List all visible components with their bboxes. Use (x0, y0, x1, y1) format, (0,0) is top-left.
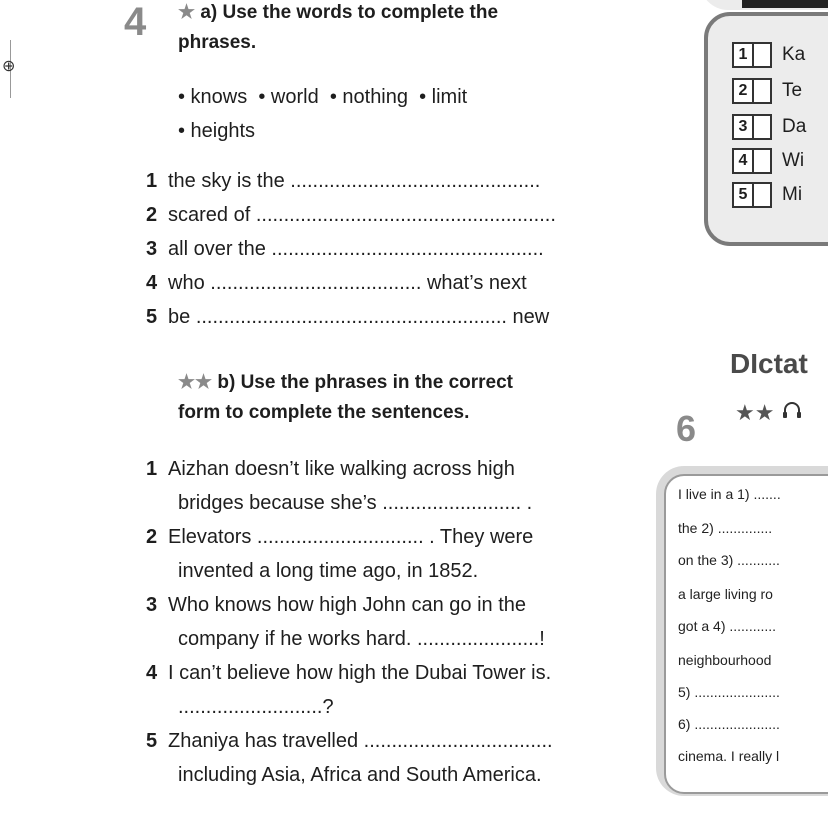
exercise-number: 6 (676, 408, 697, 449)
part-b-label: b) (217, 372, 236, 393)
part-a-label: a) (200, 2, 218, 23)
part-b-instruction (178, 368, 638, 428)
word-list-line2: • heights (178, 120, 256, 142)
right-panel-strip (742, 0, 828, 8)
sentence-item: 5 Zhaniya has travelled .................................. including Asia, Africa and South America. (146, 730, 553, 786)
part-a-instruction-line1: Use the words to complete the (222, 2, 499, 23)
dictation-line: I live in a 1) ....... (678, 486, 781, 502)
headphones-icon (781, 400, 803, 428)
dictation-line: got a 4) ............ (678, 618, 777, 634)
part-a-instruction (178, 0, 618, 58)
sentence-item: 3 Who knows how high John can go in the company if he works hard. ......................! (146, 594, 545, 650)
dictation-line: on the 3) ........... (678, 552, 780, 568)
part-b-sentences (146, 452, 636, 792)
list-item: 4 who ...................................... what’s next (146, 272, 527, 294)
stars-icon: ★★ (178, 372, 213, 393)
sentence-item: 1 Aizhan doesn’t like walking across high bridges because she’s ......................... . (146, 458, 533, 514)
sentence-item: 4 I can’t believe how high the Dubai Tower is. ..........................? (146, 662, 552, 718)
part-a-instruction-line2: phrases. (178, 32, 257, 53)
matching-row: 1 Ka (732, 42, 805, 68)
exercise-number: 4 (124, 0, 147, 44)
dictation-line: 5) ...................... (678, 684, 780, 700)
list-item: 5 be ........................................................ new (146, 306, 550, 328)
dictation-line: neighbourhood (678, 652, 772, 668)
part-a-items (146, 164, 626, 334)
sentence-item: 2 Elevators .............................. . They were invented a long time ago, in 1852. (146, 526, 534, 582)
list-item: 2 scared of ...................................................... (146, 204, 556, 226)
stars-icon: ★★ (735, 400, 775, 425)
list-item: 3 all over the ................................................. (146, 238, 544, 260)
matching-row: 4 Wi (732, 148, 804, 174)
matching-row: 2 Te (732, 78, 802, 104)
dictation-line: cinema. I really l (678, 748, 780, 764)
matching-row: 3 Da (732, 114, 806, 140)
word-list-line1: • knows • world • nothing • limit (178, 86, 468, 108)
registration-mark-icon: ⊕ (2, 58, 16, 75)
part-b-instruction-line2: form to complete the sentences. (178, 402, 470, 423)
star-icon: ★ (178, 2, 196, 23)
dictation-stars (735, 400, 803, 428)
part-b-instruction-line1: Use the phrases in the correct (240, 372, 514, 393)
dictation-line: 6) ...................... (678, 716, 780, 732)
word-list (178, 80, 467, 148)
dictation-line: a large living ro (678, 586, 773, 602)
dictation-heading: DIctat (730, 348, 808, 379)
matching-row: 5 Mi (732, 182, 802, 208)
dictation-line: the 2) .............. (678, 520, 773, 536)
list-item: 1 the sky is the ............................................. (146, 170, 541, 192)
